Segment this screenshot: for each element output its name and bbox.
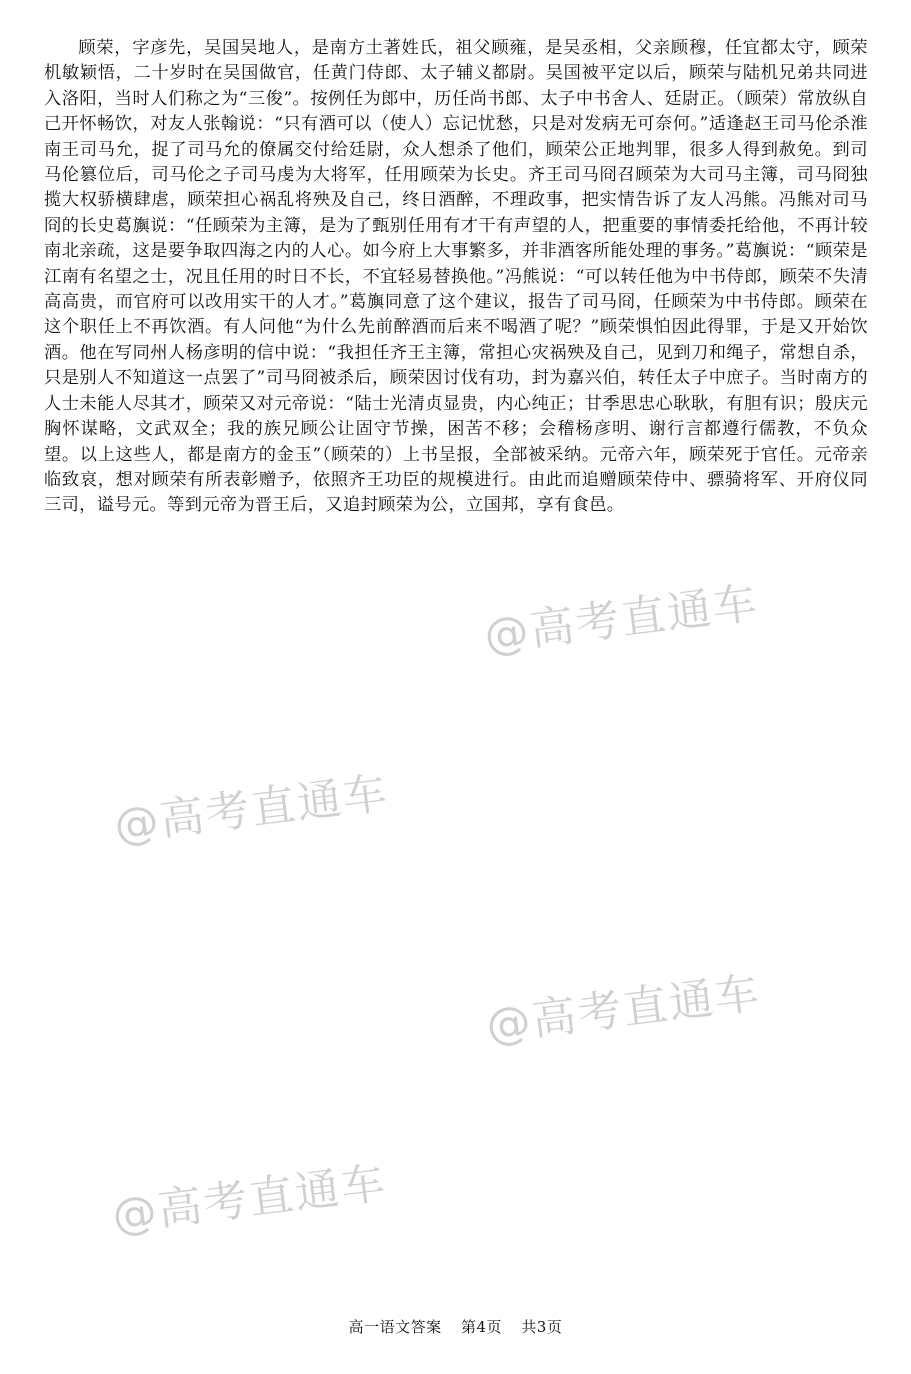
footer-total-pages: 共3页 xyxy=(521,1318,563,1336)
answer-paragraph: 顾荣，字彦先，吴国吴地人，是南方土著姓氏，祖父顾雍，是吴丞相，父亲顾穆，任宜都太守，顾荣机敏颖悟，二十岁时在吴国做官，任黄门侍郎、太子辅义都尉。吴国被平定以后，顾荣与陆机兄弟共同进入洛阳，当时人们称之为“三俊”。按例任为郎中，历任尚书郎、太子中书舍人、廷尉正。（顾荣）常放纵自己开怀畅饮，对友人张翰说：“只有酒可以（使人）忘记忧愁，只是对发病无可奈何。”适逢赵王司马伦杀淮南王司马允，捉了司马允的僚属交付给廷尉，众人想杀了他们，顾荣公正地判罪，很多人得到赦免。到司马伦篡位后，司马伦之子司马虔为大将军，任用顾荣为长史。齐王司马冏召顾荣为大司马主簿，司马冏独揽大权骄横肆虐，顾荣担心祸乱将殃及自己，终日酒醉，不理政事，把实情告诉了友人冯熊。冯熊对司马冏的长史葛旟说：“任顾荣为主簿，是为了甄别任用有才干有声望的人，把重要的事情委托给他，不再计较南北亲疏，这是要争取四海之内的人心。如今府上大事繁多，并非酒客所能处理的事务。”葛旟说：“顾荣是江南有名望之士，况且任用的时日不长，不宜轻易替换他。”冯熊说：“可以转任他为中书侍郎，顾荣不失清高高贵，而官府可以改用实干的人才。”葛旟同意了这个建议，报告了司马冏，任顾荣为中书侍郎。顾荣在这个职任上不再饮酒。有人问他“为什么先前醉酒而后来不喝酒了呢？”顾荣惧怕因此得罪，于是又开始饮酒。他在写同州人杨彦明的信中说：“我担任齐王主簿，常担心灾祸殃及自己，见到刀和绳子，常想自杀，只是别人不知道这一点罢了”司马冏被杀后，顾荣因讨伐有功，封为嘉兴伯，转任太子中庶子。当时南方的人士未能人尽其才，顾荣又对元帝说：“陆士光清贞显贵，内心纯正；甘季思忠心耿耿，有胆有识；殷庆元胸怀谋略，文武双全；我的族兄顾公让固守节操，困苦不移；会稽杨彦明、谢行言都遵行儒教，不负众望。以上这些人，都是南方的金玉”（顾荣的）上书呈报，全部被采纳。元帝六年，顾荣死于官任。元帝亲临致哀，想对顾荣有所表彰赠予，依照齐王功臣的规模进行。由此而追赠顾荣侍中、骠骑将军、开府仪同三司，谥号元。等到元帝为晋王后，又追封顾荣为公，立国邦，享有食邑。 xyxy=(44,38,868,516)
watermark: @高考直通车 xyxy=(481,577,762,662)
page-footer xyxy=(0,1316,911,1337)
watermark: @高考直通车 xyxy=(483,967,764,1052)
footer-subject: 高一语文答案 xyxy=(348,1318,442,1336)
watermark: @高考直通车 xyxy=(109,1157,390,1242)
footer-page-number: 第4页 xyxy=(460,1318,502,1336)
watermark: @高考直通车 xyxy=(111,767,392,852)
